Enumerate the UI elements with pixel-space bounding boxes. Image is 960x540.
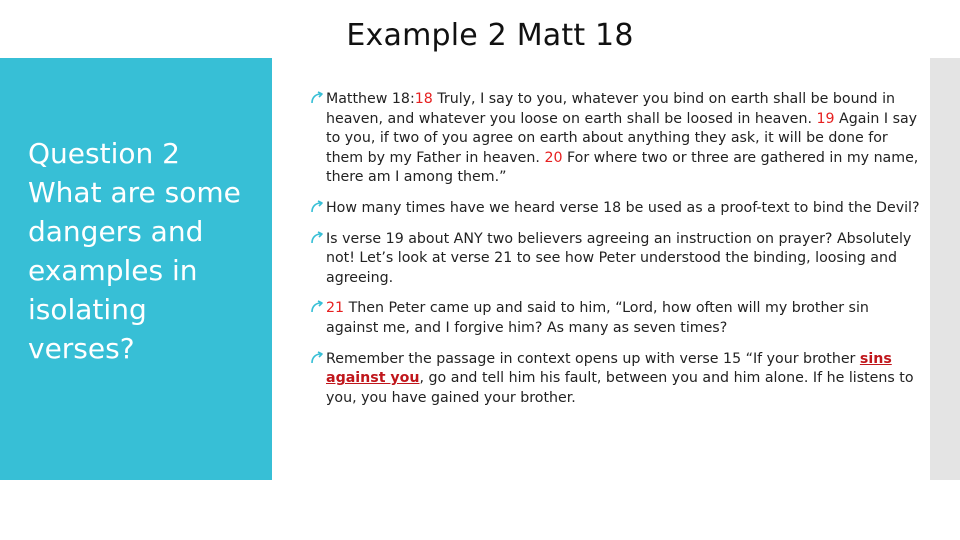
bullet-item <box>310 199 920 219</box>
curved-arrow-icon <box>310 230 324 250</box>
bullet-text: For where two or three are gathered in my name, there am I among them.” <box>326 149 919 186</box>
verse-number: 20 <box>544 149 563 166</box>
question-text <box>28 134 263 368</box>
verse-number: 21 <box>326 300 345 317</box>
question-line: verses? <box>28 332 135 365</box>
curved-arrow-icon <box>310 199 324 219</box>
bullet-text: How many times have we heard verse 18 be used as a proof-text to bind the Devil? <box>326 199 920 216</box>
question-line: What are some <box>28 176 241 209</box>
question-line: examples in <box>28 254 198 287</box>
question-line: Question 2 <box>28 137 180 170</box>
bullet-text: , go and tell him his fault, between you and him alone. If he listens to you, you have gained your brother. <box>326 370 914 406</box>
curved-arrow-icon <box>310 299 324 319</box>
question-line: isolating <box>28 293 147 326</box>
slide-title: Example 2 Matt 18 <box>346 18 634 53</box>
emphasis-text: sins against you <box>326 350 892 387</box>
verse-number: 18 <box>414 91 433 107</box>
bullet-item <box>310 350 920 409</box>
curved-arrow-icon <box>310 350 324 370</box>
bullet-text: Is verse 19 about ANY two believers agreeing an instruction on prayer? Absolutely not! Let’s look at verse 21 to see how Peter understood the binding, loosing and agreeing. <box>326 230 912 286</box>
question-line: dangers and <box>28 215 204 248</box>
bullet-text: Again I say to you, if two of you agree on earth about anything they ask, it will be done for them by my Father in heaven. <box>326 110 918 166</box>
bullet-text: Then Peter came up and said to him, “Lord, how often will my brother sin against me, and I forgive him? As many as seven times? <box>326 300 869 336</box>
bullet-item <box>310 299 920 338</box>
curved-arrow-icon <box>310 90 324 110</box>
bullet-list <box>310 90 920 419</box>
bullet-text: Matthew 18: <box>326 91 415 107</box>
bullet-item <box>310 230 920 289</box>
side-strip <box>930 58 960 480</box>
bullet-text: Truly, I say to you, whatever you bind on earth shall be bound in heaven, and whatever you loose on earth shall be loosed in heaven. <box>326 91 896 127</box>
bullet-item <box>310 90 920 188</box>
bullet-text: Remember the passage in context opens up with verse 15 “If your brother <box>326 350 860 367</box>
verse-number: 19 <box>816 110 835 127</box>
